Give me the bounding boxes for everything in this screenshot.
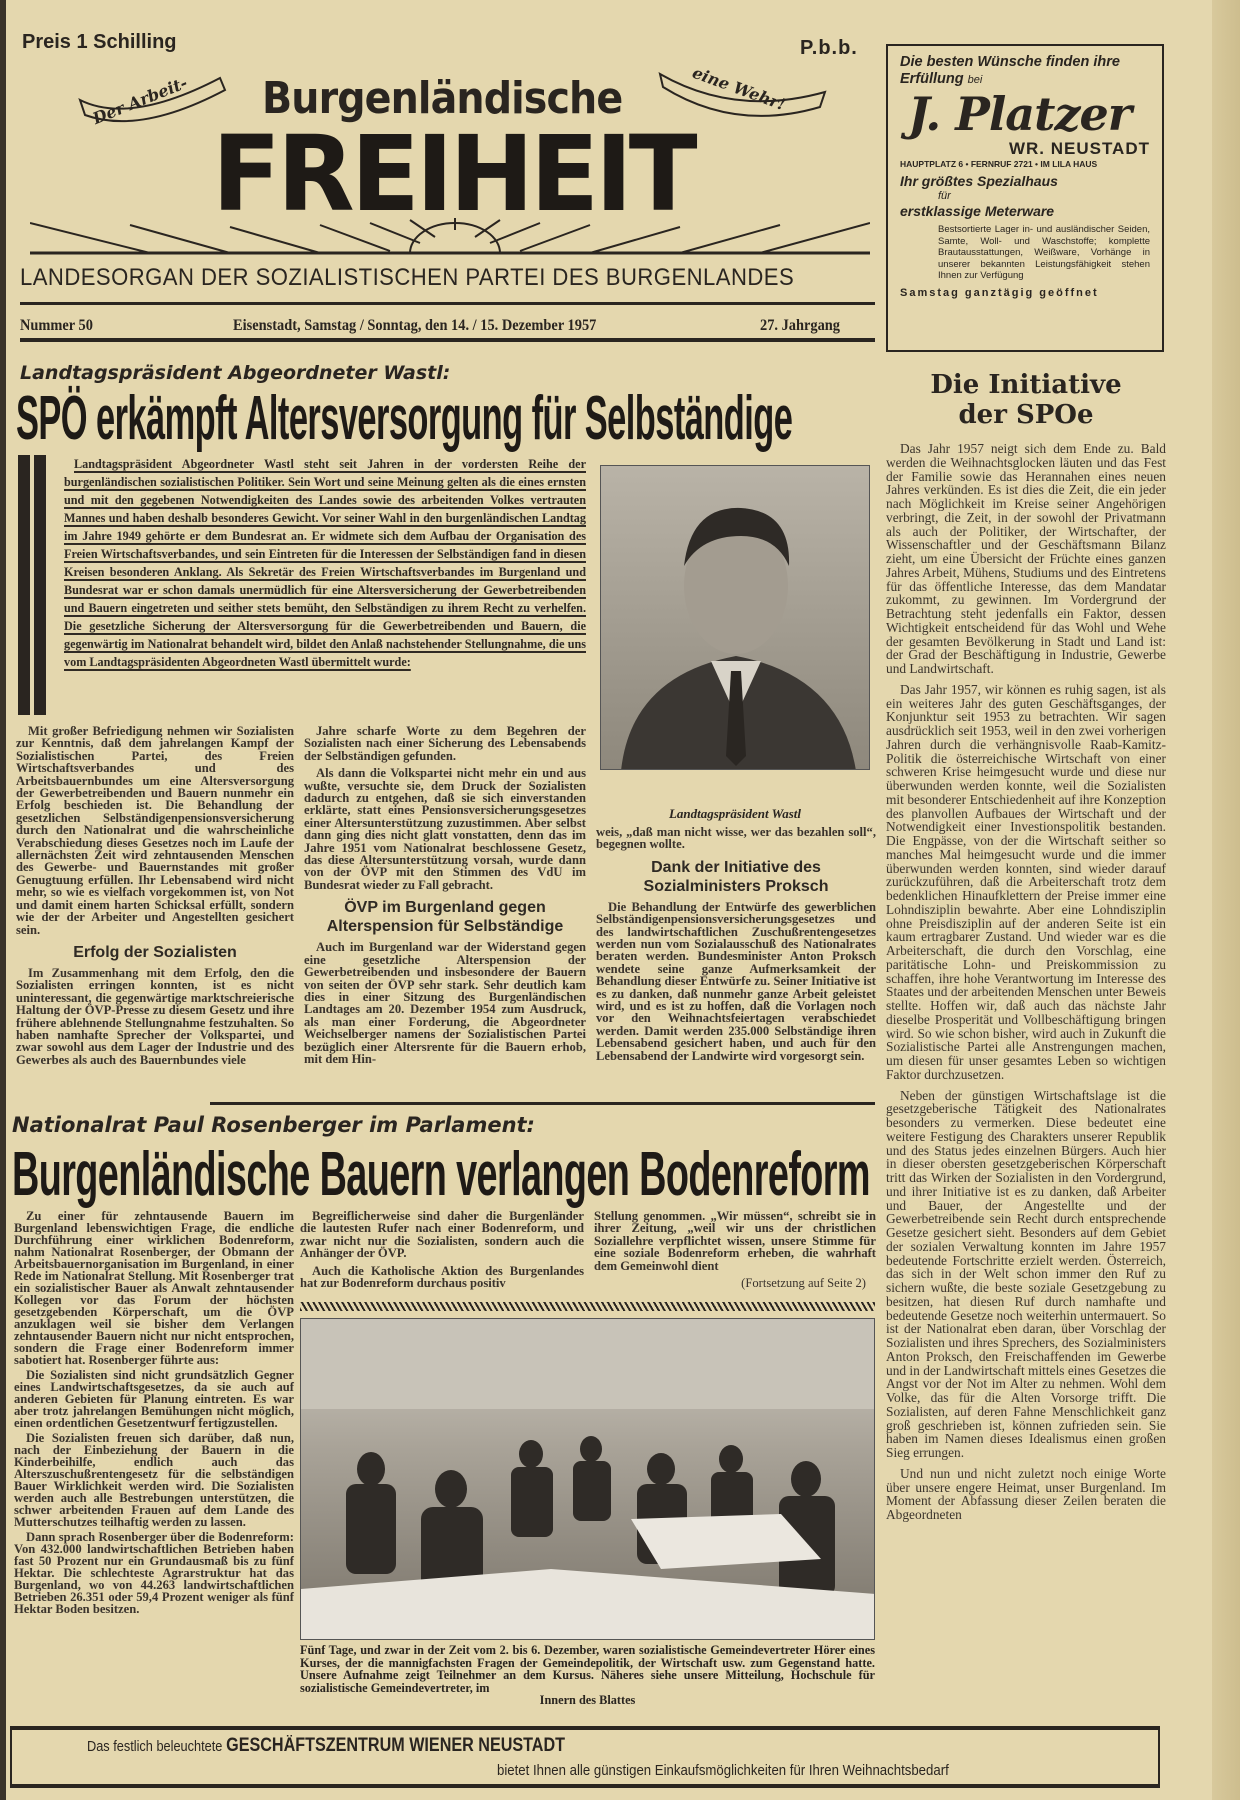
divider <box>20 338 875 342</box>
editorial-body <box>886 442 1166 1529</box>
ad-slogan: Ihr größtes Spezialhaus <box>900 173 1058 189</box>
paragraph: Als dann die Volkspartei nicht mehr ein und aus wußte, versuchte sie, dem Druck der Sozialisten dadurch zu entgehen, daß sie sich einverstanden erklärte, statt eines Pensionsversicherungsgesetzes einer Altersunterstützung zuzustimmen. Aber selbst dann ging dies nicht glatt vonstatten, denn das im Jahre 1951 vom Nationalrat beschlossene Gesetz, das diese Altersunterstützung vorsah, wurde dann von der ÖVP mit den Stimmen des VdU im Bundesrat wieder zu Fall gebracht. <box>304 766 586 892</box>
ad-hours: Samstag ganztägig geöffnet <box>900 286 1099 299</box>
paragraph: Mit großer Befriedigung nehmen wir Sozialisten zur Kenntnis, daß dem jahrelangen Kampf der Sozialistischen Partei, des Freien Wirtschaftsverbandes und des Arbeitsbauernbundes um eine Altersversorgung der Gewerbetreibenden und Bauern nunmehr ein Erfolg beschieden ist. Die Behandlung der gesetzlichen Selbständigenpensionsversicherung durch den Nationalrat und die wahrscheinliche Verabschiedung dieses Gesetzes noch im Laufe der allernächsten Zeit wird zehntausenden Menschen des Gewerbe- und Bauernstandes mit großer Genugtuung erfüllen. Ihr Lebensabend wird nicht mehr, so wie es vielfach vorgekommen ist, von Not und damit einem harten Schicksal erfüllt, sondern wie der der Arbeiter und Angestellten gesichert sein. <box>16 724 294 937</box>
subtitle: LANDESORGAN DER SOZIALISTISCHEN PARTEI DES BURGENLANDES <box>20 264 795 291</box>
postage-label: P.b.b. <box>800 37 858 59</box>
paragraph: Die Sozialisten sind nicht grundsätzlich Gegner eines Landwirtschaftsgesetzes, da sie auch auf anderen Gebieten für Planung eintreten. Es war aber trotz jahrelangen Bemühungen nicht möglich, einen ordentlichen Gesetzentwurf fertigzustellen. <box>14 1368 294 1430</box>
article2-kicker: Nationalrat Paul Rosenberger im Parlament: <box>12 1113 535 1137</box>
subheading: Erfolg der Sozialisten <box>73 943 237 961</box>
decorative-bar <box>34 455 46 715</box>
ad-line: Die besten Wünsche finden ihre <box>900 54 1120 70</box>
article2-column-c <box>594 1210 876 1289</box>
editorial-title-line: Die Initiative <box>930 370 1122 400</box>
volume: 27. Jahrgang <box>760 317 841 334</box>
ad-line: Erfüllung <box>900 71 964 87</box>
ad-line: bei <box>967 74 983 86</box>
ad-prefix: Das festlich beleuchtete <box>87 1738 223 1755</box>
meeting-photo <box>300 1318 875 1640</box>
portrait-photo <box>600 465 870 770</box>
article2-column-a <box>14 1210 294 1615</box>
paragraph: Und nun und nicht zuletzt noch einige Worte über unsere engere Heimat, unser Burgenland. Im Moment der Abfassung dieser Zeilen beraten die Abgeordneten <box>886 1465 1166 1522</box>
paragraph: Jahre scharfe Worte zu dem Begehren der Sozialisten nach einer Sicherung des Lebensabends der Selbständigen gefunden. <box>304 724 586 763</box>
editorial-title-line: der SPOe <box>958 400 1094 430</box>
ad-name: GESCHÄFTSZENTRUM WIENER NEUSTADT <box>226 1735 566 1756</box>
ad-slogan: für <box>938 190 951 202</box>
subheading: ÖVP im Burgenland gegen Alterspension für Selbständige <box>326 899 564 936</box>
subheading: Dank der Initiative des Sozialministers Proksch <box>643 858 829 895</box>
banner-left <box>70 70 230 135</box>
editorial-title <box>886 370 1166 430</box>
continued-note: (Fortsetzung auf Seite 2) <box>741 1276 866 1291</box>
paragraph: Auch die Katholische Aktion des Burgenlandes hat zur Bodenreform durchaus positiv <box>300 1263 584 1291</box>
article2-headline: Burgenländische Bauern verlangen Bodenreform <box>12 1140 870 1209</box>
caption-text: Innern des Blattes <box>539 1693 636 1707</box>
decorative-bar <box>18 455 30 715</box>
page-edge-right <box>1212 0 1240 1800</box>
dateline: Eisenstadt, Samstag / Sonntag, den 14. / 15. Dezember 1957 <box>233 317 597 334</box>
article2-column-b <box>300 1210 584 1294</box>
article1-headline: SPÖ erkämpft Altersversorgung für Selbständige <box>16 384 793 453</box>
title-top: Burgenländische <box>262 73 623 124</box>
paragraph: Das Jahr 1957 neigt sich dem Ende zu. Bald werden die Weihnachtsglocken läuten und das Fest der Familie sowie das Herannahen eines neuen Jahres verkünden. Es ist dies die Zeit, die ein jeder nach Möglichkeit im Kreise seiner Angehörigen verbringt, die Zeit, in der sowohl der Privatmann als auch der Politiker, der Wirtschafter, der Wissenschaftler und der Geschäftsmann Bilanz zieht, um eine Übersicht der Früchte eines ganzen Jahres Arbeit, Mühens, Studiums und des Eintretens für das öffentliche Interesse, das dem Mandatar zukommt, zu gewinnen. Im Vordergrund der Betrachtung steht jedenfalls ein Faktor, dessen Wichtigkeit entscheidend für das Wohl und Wehe der gesamten Bevölkerung in Stadt und Land ist: der Grad der Beschäftigung in Industrie, Gewerbe und Landwirtschaft. <box>886 441 1166 676</box>
ad-details: Bestsortierte Lager in- und ausländischer Seiden, Samte, Woll- und Waschstoffe; komplette Brautausstattungen, Weißware, Vorhänge in unserer bekannten Leistungsfähigkeit stehen Ihnen zur Verfügung <box>938 224 1150 281</box>
divider <box>210 1102 875 1105</box>
caption-text: Fünf Tage, und zwar in der Zeit vom 2. bis 6. Dezember, waren sozialistische Gemeindevertreter Hörer eines Kurses, der die mannigfachsten Fragen der Gemeindepolitik, der Wirtschaft usw. zum Gegenstand hatte. Unsere Aufnahme zeigt Teilnehmer an dem Kursus. Näheres siehe unsere Mitteilung, Hochschule für sozialistische Gemeindevertreter, im <box>300 1643 875 1695</box>
paragraph: Das Jahr 1957, wir können es ruhig sagen, ist als ein weiteres Jahr des guten Geschäftsganges, der Konjunktur seit 1953 zu betrachten. Wir sagen ausdrücklich seit 1953, weil in den zwei vorherigen Jahren durch die verhängnisvolle Raab-Kamitz-Politik die österreichische Wirtschaft von einer schweren Krise heimgesucht wurde und diese nur überwunden werden konnte, weil die Sozialisten mit besonderer Entschiedenheit auf ihre Konzeption des planvollen Aufbaues der Wirtschaft und der Notwendigkeit einer Investionspolitik bestanden. Die Engpässe, von der die Wirtschaft seither so manches Mal heimgesucht wurde und die immer überwunden werden konnten, sind wieder darauf zurückzuführen, daß die Arbeiterschaft trotz dem bedenklichen Hinaufklettern der Preise immer eine Lohndisziplin bewahrte. Aber eine Lohndisziplin ohne Preisdisziplin auf der anderen Seite ist ein kaum ertragbarer Zustand. Und wieder war es die Arbeiterschaft, die durch den Vorschlag, eine paritätische Lohn- und Preiskommission zu schaffen, ihre hohe Verantwortung im Interesse des Staates und der arbeitenden Menschen unter Beweis stellte. Hoffen wir, daß auch das nächste Jahr dieselbe Prosperität und Vollbeschäftigung bringen wird. So wie schon bisher, wird auch in Zukunft die Sozialistische Partei alle Anstrengungen machen, um diesen für unser gesamtes Leben so wichtigen Faktor durchzusetzen. <box>886 681 1166 1082</box>
banner-left-text: Der Arbeit- <box>89 72 191 129</box>
ad-tagline: bietet Ihnen alle günstigen Einkaufsmöglichkeiten für Ihren Weihnachtsbedarf <box>497 1762 949 1779</box>
paragraph: weis, „daß man nicht wisse, wer das bezahlen soll“, begegnen wollte. <box>596 825 876 852</box>
ad-address: HAUPTPLATZ 6 • FERNRUF 2721 • IM LILA HAUS <box>900 159 1098 169</box>
article1-column-2 <box>304 725 586 1070</box>
paragraph: Die Sozialisten freuen sich darüber, daß nun, nach der Einbeziehung der Bauern in die Kinderbeihilfe, endlich auch das Alterszuschußrentengesetz für die selbständigen Bauer Wirklichkeit werden wird. Die Sozialisten werden auch alle Bestrebungen unterstützen, die schwer arbeitenden Frauen auf dem Lande des Mutterschutzes teilhaftig werden zu lassen. <box>14 1431 294 1529</box>
paragraph: Die Behandlung der Entwürfe des gewerblichen Selbständigenpensionsversicherungsgesetzes und des landwirtschaftlichen Zuschußrentengesetzes werden nun vom Sozialausschuß des Nationalrates beraten werden. Bundesminister Anton Proksch wendete seine ganze Aufmerksamkeit der Behandlung dieser Entwürfe zu. Seiner Initiative ist es zu danken, daß nunmehr ganze Arbeit geleistet wird, und es ist zu hoffen, daß die Vorlagen noch vor den Weihnachtsfeiertagen verabschiedet werden. Damit werden 235.000 Selbständige ihren Lebensabend gesichert haben, und auch für den Lebensabend der Landwirte wird vorgesorgt sein. <box>596 899 876 1063</box>
zigzag-divider <box>300 1302 875 1311</box>
divider <box>20 302 875 305</box>
ad-brand-logo: J. Platzer <box>908 87 1131 141</box>
ad-platzer <box>886 44 1164 352</box>
price-label: Preis 1 Schilling <box>22 31 177 53</box>
ad-city: WR. NEUSTADT <box>1008 139 1150 158</box>
paragraph: Zu einer für zehntausende Bauern im Burgenland lebenswichtigen Frage, die endliche Durchführung einer wirklichen Bodenreform, nahm Nationalrat Rosenberger, der Obmann der Arbeitsbauernorganisation im Burgenland, in einer Rede im Nationalrat Stellung. Mit Rosenberger trat ein sozialistischer Bauer als Anwalt zehntausender Kollegen vor das Forum der höchsten gesetzgebenden Körperschaft, um die ÖVP anzuklagen weil sie bisher dem Verlangen zehntausender Bauern nicht nur nicht entsprochen, sondern die Frage einer Bodenreform immer sabotiert hat. Rosenberger führte aus: <box>14 1209 294 1367</box>
ad-geschaeftszentrum <box>10 1726 1160 1788</box>
paragraph: Dann sprach Rosenberger über die Bodenreform: Von 432.000 landwirtschaftlichen Betrieben haben fast 50 Prozent nur ein Grundausmaß bis zu fünf Hektar. Die schlechteste Agrarstruktur hat das Burgenland, wo von 44.263 landwirtschaftlichen Betrieben 26.351 oder 59,4 Prozent weniger als fünf Hektar Boden besitzen. <box>14 1530 294 1616</box>
sunrise-graphic <box>30 215 870 260</box>
paragraph: Neben der günstigen Wirtschaftslage ist die gesetzgeberische Tätigkeit des Nationalrates besonders zu vermerken. Diese bedeutet eine weitere Festigung des Charakters unserer Republik und des Status jedes einzelnen Bürgers. Auch hier in dieser obersten gesetzgeberischen Körperschaft tritt das Wirken der Sozialisten in den Vordergrund, und ihrer Initiative ist es zu danken, daß Arbeiter und Bauer, der Angestellte und der Gewerbetreibende sein Recht durch entsprechende Gesetze gesichert sieht. Besonders auf dem Gebiet der sozialen Verwaltung konnten im Jahre 1957 bedeutende Fortschritte erzielt werden. Österreich, das sich in der Welt schon immer den Ruf zu sichern wußte, die beste soziale Gesetzgebung zu besitzen, hat diesen Ruf durch namhafte und bedeutende Gesetze noch weiterhin untermauert. So ist der Nationalrat eben daran, über Vorschlag der Sozialisten und ihres Sprechers, des Sozialministers Anton Proksch, den Freischaffenden im Gewerbe und in der Landwirtschaft mittels eines Gesetzes die Angst vor der Not im Alter zu nehmen. Wohl dem Volke, das für die Alten Vorsorge trifft. Die Sozialisten, auf deren Fahne Menschlichkeit ganz groß geschrieben ist, können zufrieden sein. Sie haben im Namen dieses Idealismus einen großen Sieg errungen. <box>886 1087 1167 1460</box>
paragraph: Begreiflicherweise sind daher die Burgenländer die lautesten Rufer nach einer Bodenreform, und zwar nicht nur die Sozialisten, sondern auch die Anhänger der ÖVP. <box>300 1209 584 1261</box>
article1-intro: Landtagspräsident Abgeordneter Wastl steht seit Jahren in der vordersten Reihe der burgenländischen sozialistischen Politiker. Sein Wort und seine Meinung gelten als die eines ernsten und mit den gegebenen Notwendigkeiten des Landes sowie des arbeitenden Volkes vertrauten Mannes und haben deshalb besonderes Gewicht. Vor seiner Wahl in den burgenländischen Landtag im Jahre 1949 gehörte er dem Bundesrat an. Er widmete sich dem Aufbau der Organisation des Freien Wirtschaftsverbandes, und sein Eintreten für die Interessen der Selbständigen fand in diesen Kreisen besonderen Anklang. Als Sekretär des Freien Wirtschaftsverbandes im Burgenland und Bundesrat war er schon damals unermüdlich für eine Altersversicherung der Gewerbetreibenden und Bauern eingetreten und seither stets bemüht, den Selbständigen zu ihrem Recht zu verhelfen. Die gesetzliche Sicherung der Altersversorgung für die Gewerbetreibenden und Bauern, die gegenwärtig im Nationalrat behandelt wird, bildet den Anlaß nachstehender Stellungnahme, die uns vom Landtagspräsidenten Abgeordneten Wastl übermittelt wurde: <box>64 457 586 669</box>
banner-right-text: eine Wehr! <box>689 62 789 115</box>
page-edge <box>0 0 6 1800</box>
title-main: FREIHEIT <box>212 113 694 235</box>
paragraph: Stellung genommen. „Wir müssen“, schreibt sie in ihrer Zeitung, „weil wir uns der christlichen Soziallehre verpflichtet wissen, unsere Stimme für eine soziale Bodenreform erheben, die wahrhaft dem Gemeinwohl dient <box>594 1209 876 1273</box>
ad-slogan: erstklassige Meterware <box>900 203 1055 219</box>
article1-column-3 <box>596 826 876 1067</box>
portrait-caption: Landtagspräsident Wastl <box>668 806 802 821</box>
meeting-photo-caption <box>300 1644 875 1707</box>
issue-number: Nummer 50 <box>20 317 93 334</box>
paragraph: Auch im Burgenland war der Widerstand gegen eine gesetzliche Alterspension der Gewerbetreibenden und insbesondere der Bauern von seiten der ÖVP sehr stark. Sehr deutlich kam dies in einer Sitzung des Burgenländischen Landtages am 20. Dezember 1954 zum Ausdruck, als man einer Forderung, die Abgeordneter Weichselberger namens der Sozialistischen Partei bezüglich einer Altersrente für die Bauern erhob, mit dem Hin- <box>304 940 586 1066</box>
article1-column-1 <box>16 725 294 1071</box>
paragraph: Im Zusammenhang mit dem Erfolg, den die Sozialisten erringen konnten, ist es nicht uninteressant, die gegenwärtige marktschreierische Haltung der ÖVP-Presse zu diesem Gesetz und ihre frühere ablehnende Stellungnahme festzuhalten. So haben namhafte Sprecher der Volkspartei, und zwar sowohl aus dem Lager der Industrie und des Gewerbes als auch des Bauernbundes viele <box>16 965 294 1067</box>
article1-kicker: Landtagspräsident Abgeordneter Wastl: <box>20 362 451 384</box>
